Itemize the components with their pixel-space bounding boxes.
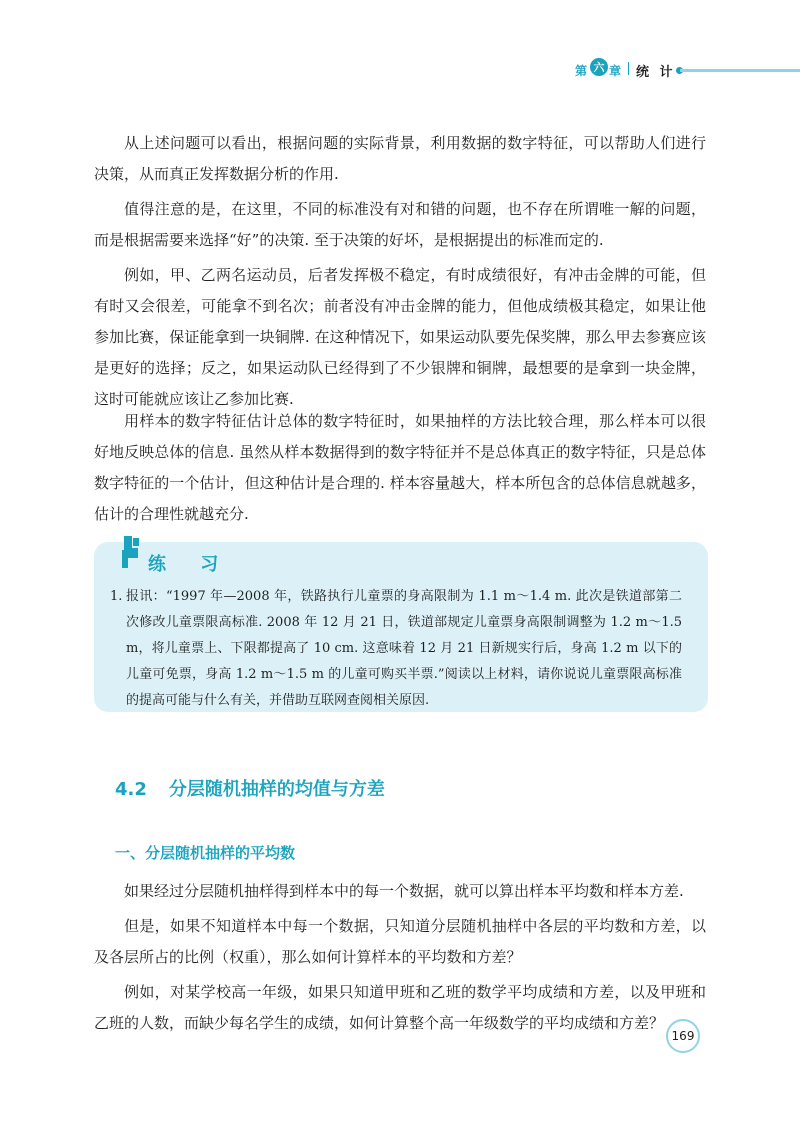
chapter-number-badge: 六 bbox=[590, 58, 608, 76]
paragraph: 但是，如果不知道样本中每一个数据，只知道分层随机抽样中各层的平均数和方差，以及各层所占的比例（权重），那么如何计算样本的平均数和方差？ bbox=[94, 917, 706, 966]
paragraph: 用样本的数字特征估计总体的数字特征时，如果抽样的方法比较合理，那么样本可以很好地反映总体的信息. 虽然从样本数据得到的数字特征并不是总体真正的数字特征，只是总体数字特征的一个估计，但这种估计是合理的. 样本容量越大，样本所包含的总体信息就越多，估计的合理性就越充分. bbox=[94, 412, 706, 523]
section-title: 分层随机抽样的均值与方差 bbox=[168, 779, 385, 800]
practice-box bbox=[94, 542, 708, 712]
chapter-header bbox=[570, 58, 800, 82]
chapter-title: 统 计 bbox=[636, 65, 676, 80]
header-line-decoration bbox=[680, 69, 800, 72]
practice-item-text: 报讯：“1997 年—2008 年，铁路执行儿童票的身高限制为 1.1 m～1.4 m. 此次是铁道部第二次修改儿童票限高标准. 2008 年 12 月 21 日，铁道部规定儿童票身高限制调整为 1.2 m～1.5 m，将儿童票上、下限都提高了 10 cm. 这意味着 12 月 21 日新规实行后，身高 1.2 m 以下的儿童可免票，身高 1.2 m～1.5 m 的儿童可购买半票.”阅读以上材料，请你说说儿童票限高标准的提高可能与什么有关，并借助互联网查阅相关原因. bbox=[126, 589, 682, 708]
practice-item bbox=[110, 584, 682, 714]
chapter-suffix: 章 bbox=[609, 64, 622, 78]
section-number: 4.2 bbox=[115, 779, 147, 800]
estimation-text-block bbox=[94, 406, 706, 534]
chapter-separator bbox=[628, 62, 629, 75]
practice-item-number: 1. bbox=[110, 589, 123, 604]
page-number: 169 bbox=[666, 1019, 700, 1053]
paragraph: 值得注意的是，在这里，不同的标准没有对和错的问题，也不存在所谓唯一解的问题，而是根据需要来选择“好”的决策. 至于决策的好坏，是根据提出的标准而定的. bbox=[94, 200, 706, 249]
practice-title: 练 习 bbox=[148, 554, 233, 575]
paragraph: 如果经过分层随机抽样得到样本中的每一个数据，就可以算出样本平均数和样本方差. bbox=[124, 882, 684, 900]
chapter-prefix: 第 bbox=[575, 64, 588, 78]
subsection-heading: 一、分层随机抽样的平均数 bbox=[115, 844, 296, 862]
paragraph: 例如，对某学校高一年级，如果只知道甲班和乙班的数学平均成绩和方差，以及甲班和乙班的人数，而缺少每名学生的成绩，如何计算整个高一年级数学的平均成绩和方差？ bbox=[94, 983, 706, 1032]
paragraph: 例如，甲、乙两名运动员，后者发挥极不稳定，有时成绩很好，有冲击金牌的可能，但有时又会很差，可能拿不到名次；前者没有冲击金牌的能力，但他成绩极其稳定，如果让他参加比赛，保证能拿到一块铜牌. 在这种情况下，如果运动队要先保奖牌，那么甲去参赛应该是更好的选择；反之，如果运动队已经得到了不少银牌和铜牌，最想要的是拿到一块金牌，这时可能就应该让乙参加比赛. bbox=[94, 266, 706, 408]
section-heading bbox=[115, 775, 385, 801]
paragraph: 从上述问题可以看出，根据问题的实际背景，利用数据的数字特征，可以帮助人们进行决策，从而真正发挥数据分析的作用. bbox=[94, 134, 706, 183]
stratified-text-block bbox=[94, 876, 706, 1043]
intro-text-block bbox=[94, 128, 706, 419]
pencil-hand-icon bbox=[118, 534, 144, 574]
